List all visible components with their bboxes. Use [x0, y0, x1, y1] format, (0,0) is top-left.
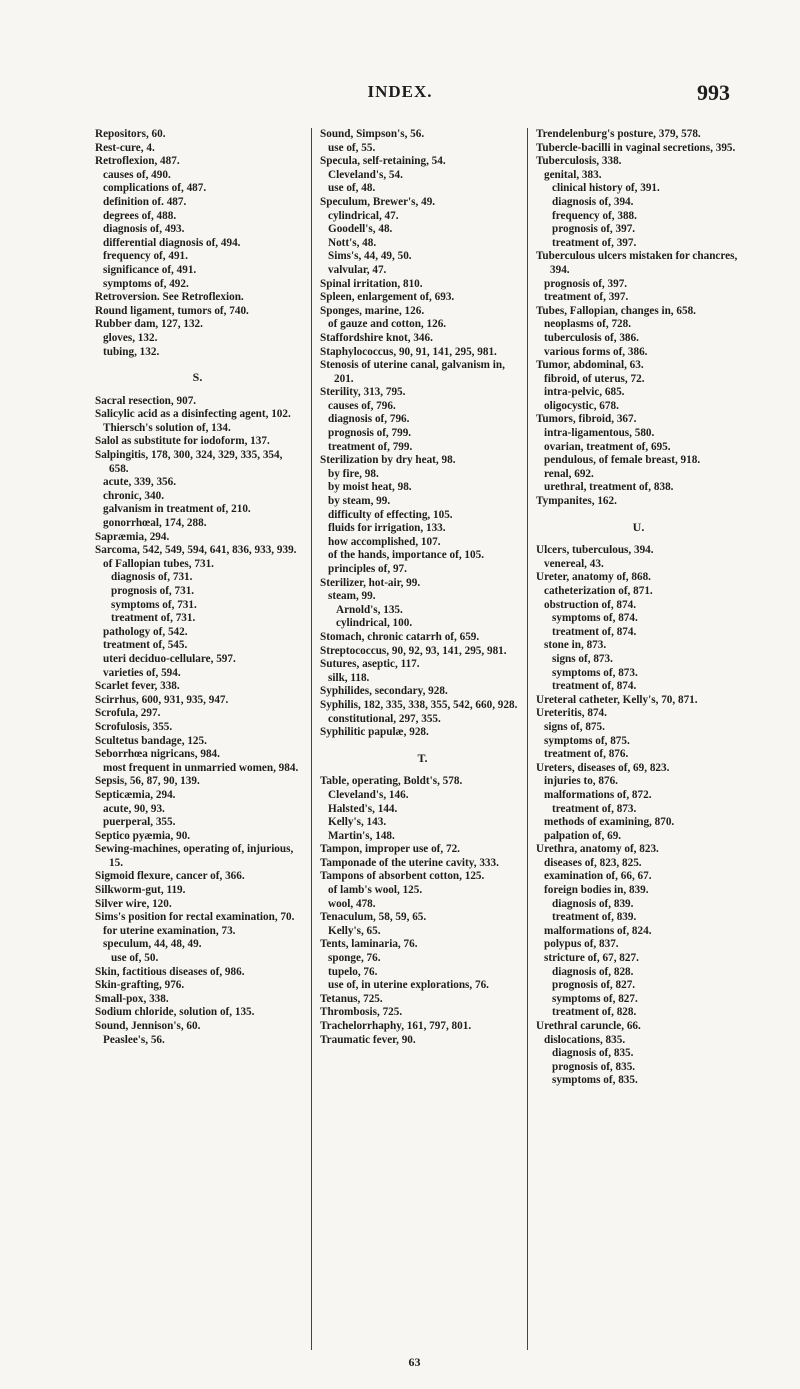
index-subentry: signs of, 875. [544, 720, 605, 733]
index-entry: Silkworm-gut, 119. [95, 884, 186, 897]
index-subentry: principles of, 97. [328, 563, 407, 575]
index-subentry: causes of, 796. [328, 399, 396, 412]
index-entry: Sutures, aseptic, 117. [320, 658, 420, 671]
index-entry: Sterilizer, hot-air, 99. [320, 576, 421, 589]
index-entry: Thrombosis, 725. [320, 1006, 403, 1019]
index-subentry: stricture of, 67, 827. [544, 952, 639, 965]
index-subentry: renal, 692. [544, 467, 594, 480]
index-subentry: injuries to, 876. [544, 775, 618, 788]
index-subentry: oligocystic, 678. [544, 399, 619, 412]
index-entry: Stenosis of uterine canal, galvanism in, 201. [320, 359, 505, 385]
index-subentry: prognosis of, 799. [328, 427, 412, 440]
index-subentry: signs of, 873. [552, 652, 613, 665]
index-entry: Ureteritis, 874. [536, 707, 607, 720]
index-subentry: fibroid, of uterus, 72. [544, 372, 645, 385]
index-entry: Tenaculum, 58, 59, 65. [320, 911, 427, 924]
index-subentry: of the hands, importance of, 105. [328, 549, 485, 562]
index-entry: Tubercle-bacilli in vaginal secretions, 395. [536, 141, 736, 154]
index-subentry: Arnold's, 135. [336, 603, 403, 616]
index-subentry: malformations of, 824. [544, 924, 652, 937]
index-subentry: galvanism in treatment of, 210. [103, 503, 251, 516]
index-subentry: polypus of, 837. [544, 938, 619, 951]
index-subentry: diagnosis of, 731. [111, 571, 193, 584]
page-title: INDEX. [367, 82, 433, 101]
index-subentry: ovarian, treatment of, 695. [544, 440, 671, 453]
index-entry: Sims's position for rectal examination, 70. [95, 911, 295, 924]
index-subentry: tubing, 132. [103, 345, 160, 358]
index-entry: Staffordshire knot, 346. [320, 331, 433, 344]
index-entry: Sigmoid flexure, cancer of, 366. [95, 870, 245, 883]
index-subentry: methods of examining, 870. [544, 816, 675, 829]
index-entry: Syphilitic papulæ, 928. [320, 726, 429, 739]
index-entry: Scirrhus, 600, 931, 935, 947. [95, 693, 229, 706]
index-subentry: treatment of, 874. [552, 680, 637, 693]
index-entry: Scrofula, 297. [95, 707, 161, 720]
index-entry: Trachelorrhaphy, 161, 797, 801. [320, 1020, 472, 1032]
index-entry: Salol as substitute for iodoform, 137. [95, 435, 270, 448]
index-subentry: Cleveland's, 146. [328, 788, 409, 801]
section-letter: U. [632, 519, 645, 534]
index-subentry: dislocations, 835. [544, 1033, 626, 1046]
index-subentry: by moist heat, 98. [328, 481, 412, 494]
index-subentry: symptoms of, 875. [544, 734, 630, 747]
index-subentry: causes of, 490. [103, 168, 171, 181]
index-subentry: treatment of, 876. [544, 748, 629, 761]
index-subentry: use of, 48. [328, 182, 376, 195]
index-subentry: Peaslee's, 56. [103, 1033, 165, 1046]
index-entry: Sepsis, 56, 87, 90, 139. [95, 775, 200, 788]
index-subentry: treatment of, 874. [552, 625, 637, 638]
index-entry: Sacral resection, 907. [95, 394, 197, 407]
index-subentry: Thiersch's solution of, 134. [103, 421, 231, 434]
index-entry: Traumatic fever, 90. [320, 1033, 416, 1046]
index-entry: Repositors, 60. [95, 128, 166, 140]
index-entry: Ureters, diseases of, 69, 823. [536, 761, 670, 774]
index-entry: Tubes, Fallopian, changes in, 658. [536, 304, 696, 317]
index-subentry: frequency of, 388. [552, 209, 637, 222]
index-subentry: acute, 90, 93. [103, 802, 165, 815]
index-entry: Tuberculosis, 338. [536, 155, 622, 168]
index-entry: Sterility, 313, 795. [320, 386, 406, 399]
section-letter: S. [192, 370, 203, 385]
index-column-3 [527, 128, 741, 1350]
index-subentry: for uterine examination, 73. [103, 924, 236, 937]
index-entry: Tuberculous ulcers mistaken for chancres, 394. [536, 250, 738, 276]
index-subentry: tupelo, 76. [328, 965, 378, 978]
index-subentry: various forms of, 386. [544, 345, 648, 358]
index-entry: Scarlet fever, 338. [95, 680, 180, 693]
index-subentry: Kelly's, 65. [328, 924, 381, 937]
page-header [0, 80, 800, 110]
index-subentry: constitutional, 297, 355. [328, 712, 441, 725]
index-entry: Urethral caruncle, 66. [536, 1020, 641, 1032]
index-subentry: steam, 99. [328, 590, 376, 603]
index-subentry: Nott's, 48. [328, 236, 377, 249]
index-subentry: use of, 50. [111, 952, 159, 965]
index-subentry: Sims's, 44, 49, 50. [328, 250, 412, 263]
index-subentry: symptoms of, 874. [552, 612, 638, 625]
index-subentry: gloves, 132. [103, 331, 158, 344]
index-subentry: treatment of, 828. [552, 1006, 637, 1019]
index-subentry: pendulous, of female breast, 918. [544, 454, 701, 467]
index-entry: Sodium chloride, solution of, 135. [95, 1006, 255, 1019]
index-subentry: obstruction of, 874. [544, 598, 636, 611]
index-subentry: diseases of, 823, 825. [544, 856, 642, 869]
index-entry: Tumor, abdominal, 63. [536, 359, 644, 372]
index-entry: Silver wire, 120. [95, 897, 172, 910]
index-entry: Staphylococcus, 90, 91, 141, 295, 981. [320, 345, 497, 358]
index-entry: Syphilis, 182, 335, 338, 355, 542, 660, 928. [320, 698, 518, 711]
index-subentry: prognosis of, 827. [552, 979, 636, 992]
index-subentry: gonorrhœal, 174, 288. [103, 517, 207, 530]
index-subentry: treatment of, 545. [103, 639, 188, 652]
index-subentry: prognosis of, 731. [111, 585, 195, 597]
index-subentry: cylindrical, 100. [336, 617, 413, 630]
index-subentry: how accomplished, 107. [328, 535, 441, 548]
index-subentry: treatment of, 397. [552, 236, 637, 249]
index-subentry: of gauze and cotton, 126. [328, 318, 447, 331]
index-subentry: Kelly's, 143. [328, 816, 387, 829]
index-subentry: intra-ligamentous, 580. [544, 427, 655, 440]
index-subentry: varieties of, 594. [103, 666, 181, 679]
index-entry: Sapræmia, 294. [95, 530, 170, 543]
index-subentry: diagnosis of, 839. [552, 897, 634, 910]
index-subentry: speculum, 44, 48, 49. [103, 938, 202, 951]
index-subentry: intra-pelvic, 685. [544, 386, 625, 399]
index-subentry: diagnosis of, 394. [552, 195, 634, 208]
index-entry: Table, operating, Boldt's, 578. [320, 775, 463, 788]
index-entry: Scrofulosis, 355. [95, 720, 173, 733]
index-subentry: catheterization of, 871. [544, 585, 653, 597]
index-entry: Salicylic acid as a disinfecting agent, 102. [95, 408, 291, 421]
page-number: 993 [697, 80, 730, 105]
index-entry: Tamponade of the uterine cavity, 333. [320, 856, 499, 869]
index-subentry: acute, 339, 356. [103, 476, 177, 489]
index-subentry: degrees of, 488. [103, 209, 177, 222]
index-subentry: uteri deciduo-cellulare, 597. [103, 652, 236, 665]
index-subentry: puerperal, 355. [103, 816, 176, 829]
printer-signature-mark: 63 [408, 1355, 421, 1369]
index-subentry: most frequent in unmarried women, 984. [103, 761, 299, 774]
index-subentry: prognosis of, 835. [552, 1060, 636, 1073]
index-entry: Retroflexion, 487. [95, 155, 180, 168]
index-entry: Ureter, anatomy of, 868. [536, 571, 651, 584]
index-subentry: treatment of, 799. [328, 440, 413, 453]
index-entry: Sound, Simpson's, 56. [320, 128, 425, 140]
index-entry: Salpingitis, 178, 300, 324, 329, 335, 354, 658. [95, 449, 283, 475]
index-subentry: examination of, 66, 67. [544, 870, 652, 883]
index-subentry: treatment of, 397. [544, 291, 629, 304]
index-subentry: of Fallopian tubes, 731. [103, 557, 214, 570]
index-subentry: use of, in uterine explorations, 76. [328, 979, 489, 992]
index-entry: Syphilides, secondary, 928. [320, 685, 448, 698]
index-subentry: venereal, 43. [544, 557, 604, 570]
index-subentry: valvular, 47. [328, 263, 387, 276]
index-entry: Septico pyæmia, 90. [95, 829, 191, 842]
index-subentry: tuberculosis of, 386. [544, 331, 639, 344]
index-subentry: fluids for irrigation, 133. [328, 522, 446, 535]
index-subentry: prognosis of, 397. [544, 277, 628, 290]
index-subentry: neoplasms of, 728. [544, 318, 632, 331]
index-subentry: symptoms of, 827. [552, 992, 638, 1005]
index-subentry: symptoms of, 492. [103, 277, 189, 290]
index-entry: Retroversion. See Retroflexion. [95, 291, 244, 304]
index-subentry: differential diagnosis of, 494. [103, 236, 241, 249]
index-subentry: diagnosis of, 828. [552, 965, 634, 978]
index-entry: Tetanus, 725. [320, 992, 383, 1005]
index-subentry: urethral, treatment of, 838. [544, 481, 674, 494]
index-subentry: wool, 478. [328, 897, 376, 910]
index-subentry: use of, 55. [328, 141, 376, 154]
index-subentry: treatment of, 839. [552, 911, 637, 924]
index-subentry: treatment of, 873. [552, 802, 637, 815]
index-subentry: Martin's, 148. [328, 829, 395, 842]
index-entry: Spinal irritation, 810. [320, 277, 423, 290]
index-entry: Seborrhœa nigricans, 984. [95, 748, 220, 761]
index-entry: Speculum, Brewer's, 49. [320, 195, 436, 208]
index-subentry: of lamb's wool, 125. [328, 884, 423, 897]
index-subentry: diagnosis of, 835. [552, 1047, 634, 1060]
index-entry: Specula, self-retaining, 54. [320, 155, 446, 168]
index-subentry: difficulty of effecting, 105. [328, 508, 453, 521]
index-entry: Skin, factitious diseases of, 986. [95, 965, 245, 978]
index-subentry: silk, 118. [328, 671, 370, 684]
index-subentry: by steam, 99. [328, 495, 391, 508]
index-entry: Round ligament, tumors of, 740. [95, 304, 249, 317]
index-subentry: symptoms of, 873. [552, 666, 638, 679]
index-subentry: symptoms of, 835. [552, 1074, 638, 1087]
index-subentry: definition of. 487. [103, 195, 187, 208]
index-subentry: by fire, 98. [328, 467, 379, 480]
index-subentry: clinical history of, 391. [552, 182, 660, 195]
index-subentry: diagnosis of, 796. [328, 413, 410, 426]
section-letter: T. [417, 750, 428, 765]
index-subentry: palpation of, 69. [544, 829, 622, 842]
index-entry: Trendelenburg's posture, 379, 578. [536, 128, 701, 140]
index-subentry: pathology of, 542. [103, 625, 188, 638]
index-subentry: complications of, 487. [103, 182, 207, 195]
index-entry: Rubber dam, 127, 132. [95, 318, 203, 331]
index-subentry: stone in, 873. [544, 639, 607, 652]
index-subentry: diagnosis of, 493. [103, 223, 185, 236]
index-entry: Sponges, marine, 126. [320, 304, 425, 317]
index-entry: Tumors, fibroid, 367. [536, 413, 637, 426]
index-entry: Septicæmia, 294. [95, 788, 176, 801]
index-entry: Sarcoma, 542, 549, 594, 641, 836, 933, 939. [95, 544, 297, 557]
index-entry: Spleen, enlargement of, 693. [320, 291, 455, 304]
index-entry: Sewing-machines, operating of, injurious, 15. [95, 843, 294, 869]
index-subentry: significance of, 491. [103, 263, 197, 276]
index-column-2 [311, 128, 525, 1369]
index-subentry: Halsted's, 144. [328, 802, 398, 815]
index-subentry: malformations of, 872. [544, 788, 652, 801]
index-subentry: foreign bodies in, 839. [544, 884, 649, 897]
index-entry: Tympanites, 162. [536, 495, 617, 508]
index-subentry: sponge, 76. [328, 952, 381, 965]
index-entry: Ureteral catheter, Kelly's, 70, 871. [536, 693, 698, 706]
index-entry: Tampons of absorbent cotton, 125. [320, 870, 485, 883]
index-subentry: Goodell's, 48. [328, 223, 393, 236]
index-entry: Skin-grafting, 976. [95, 979, 185, 992]
index-subentry: cylindrical, 47. [328, 209, 399, 222]
index-subentry: chronic, 340. [103, 489, 165, 502]
index-subentry: genital, 383. [544, 168, 602, 181]
index-subentry: Cleveland's, 54. [328, 168, 403, 181]
index-entry: Sterilization by dry heat, 98. [320, 454, 456, 467]
index-entry: Small-pox, 338. [95, 992, 169, 1005]
index-entry: Sound, Jennison's, 60. [95, 1020, 201, 1032]
index-entry: Scultetus bandage, 125. [95, 734, 207, 747]
index-entry: Urethra, anatomy of, 823. [536, 843, 659, 856]
index-entry: Stomach, chronic catarrh of, 659. [320, 630, 480, 643]
index-subentry: treatment of, 731. [111, 612, 196, 625]
index-entry: Streptococcus, 90, 92, 93, 141, 295, 981. [320, 644, 507, 657]
index-subentry: frequency of, 491. [103, 250, 188, 263]
index-subentry: symptoms of, 731. [111, 598, 197, 611]
index-entry: Ulcers, tuberculous, 394. [536, 544, 654, 557]
index-entry: Tampon, improper use of, 72. [320, 843, 460, 856]
index-column-1 [95, 128, 300, 1047]
index-entry: Rest-cure, 4. [95, 141, 155, 154]
index-subentry: prognosis of, 397. [552, 223, 636, 236]
index-entry: Tents, laminaria, 76. [320, 938, 418, 951]
